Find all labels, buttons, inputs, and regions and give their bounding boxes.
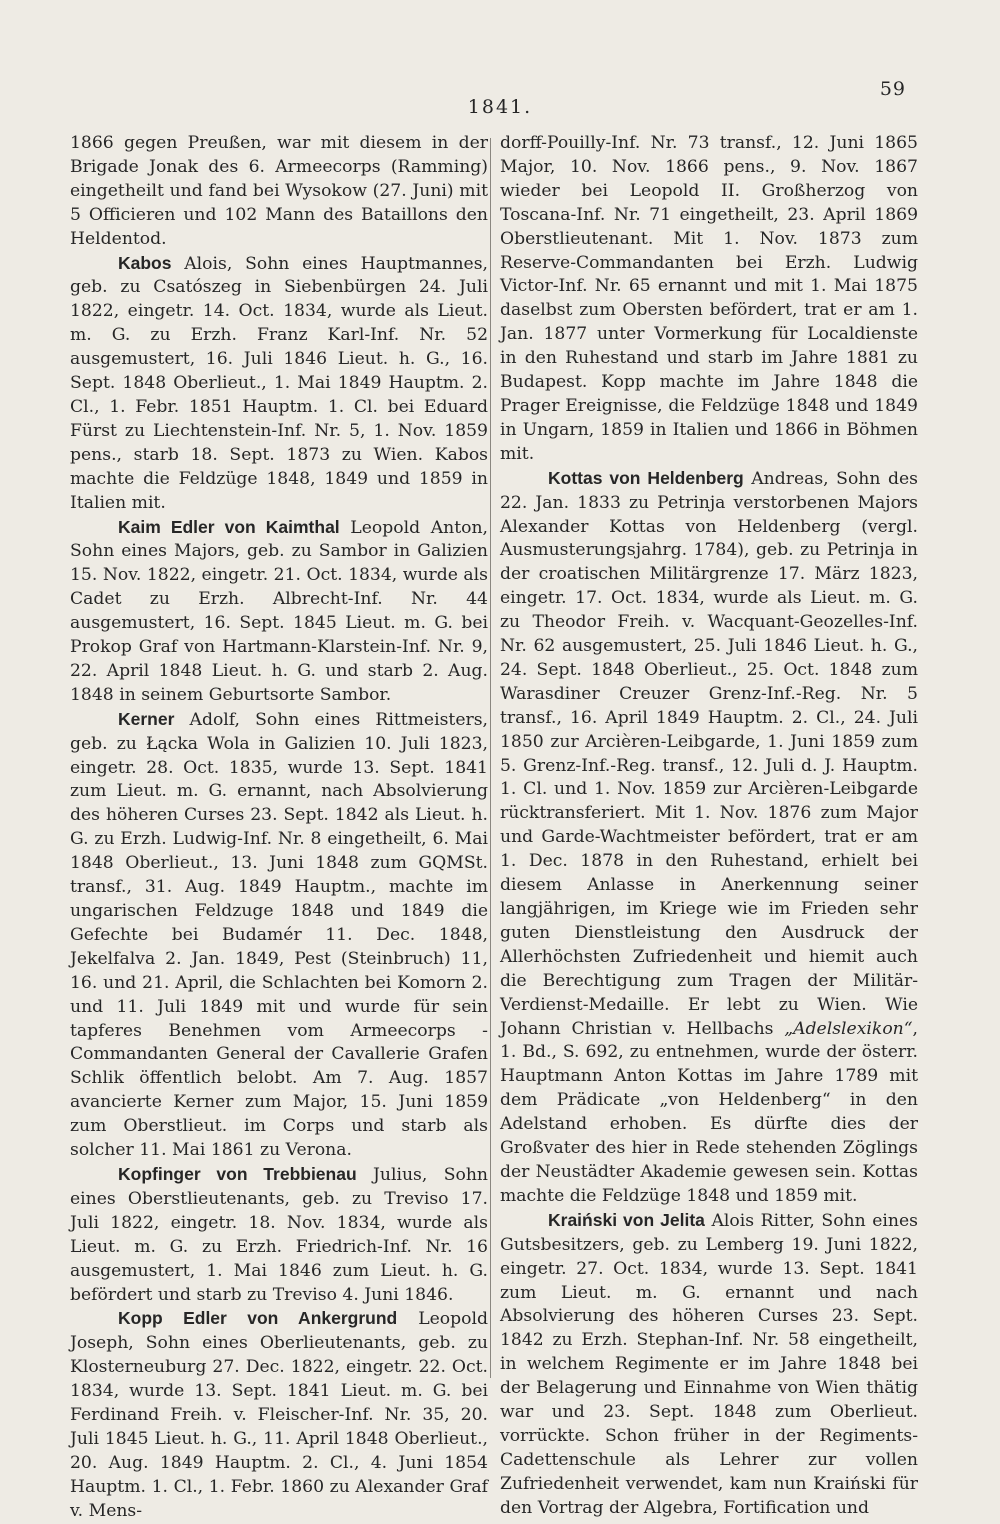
entry-name: Kerner: [118, 708, 175, 729]
entry-text: Adolf, Sohn eines Rittmeisters, geb. zu Łącka Wola in Galizien 10. Juli 1823, eingetr. 28. Oct. 1835, wurde 13. Sept. 1841 zum Lieut. m. G. ernannt, nach Absolvierung des höheren Curses 23. Sept. 1842 als Lieut. h. G. zu Erzh. Ludwig-Inf. Nr. 8 eingetheilt, 6. Mai 1848 Oberlieut., 13. Juni 1848 zum GQMSt. transf., 31. Aug. 1849 Hauptm., machte im ungarischen Feldzuge 1848 und 1849 die Gefechte bei Budamér 11. Dec. 1848, Jekelfalva 2. Jan. 1849, Pest (Steinbruch) 11, 16. und 21. April, die Schlachten bei Komorn 2. und 11. Juli 1849 mit und wurde für sein tapferes Benehmen vom Armeecorps - Commandanten General der Cavallerie Grafen Schlik öffentlich belobt. Am 7. Aug. 1857 avancierte Kerner zum Major, 15. Juni 1859 zum Oberstlieut. im Corps und starb als solcher 11. Mai 1861 zu Verona.: [70, 709, 488, 1161]
entry-name: Kaim Edler von Kaimthal: [118, 516, 340, 537]
entry-text: Leopold Joseph, Sohn eines Oberlieutenants, geb. zu Klosterneuburg 27. Dec. 1822, eingetr. 22. Oct. 1834, wurde 13. Sept. 1841 Lieut. m. G. bei Ferdinand Freih. v. Fleischer-Inf. Nr. 35, 20. Juli 1845 Lieut. h. G., 11. April 1848 Oberlieut., 20. Aug. 1849 Hauptm. 2. Cl., 4. Juni 1854 Hauptm. 1. Cl., 1. Febr. 1860 zu Alexander Graf v. Mens-: [70, 1309, 488, 1521]
entry-text: Alois Ritter, Sohn eines Gutsbesitzers, geb. zu Lemberg 19. Juni 1822, eingetr. 27. Oct. 1834, wurde 13. Sept. 1841 zum Lieut. m. G. ernannt und nach Absolvierung des höheren Curses 23. Sept. 1842 zu Erzh. Stephan-Inf. Nr. 58 eingetheilt, in welchem Regimente er im Jahre 1848 bei der Belagerung und Einnahme von Wien thätig war und 23. Sept. 1848 zum Oberlieut. vorrückte. Schon früher in der Regiments-Cadettenschule als Lehrer zur vollen Zufriedenheit verwendet, kam nun Kraiński für den Vortrag der Algebra, Fortification und: [500, 1210, 918, 1518]
entry-name: Kabos: [118, 252, 172, 273]
continued-paragraph: 1866 gegen Preußen, war mit diesem in der Brigade Jonak des 6. Armeecorps (Ramming) eingetheilt und fand bei Wysokow (27. Juni) mit 5 Officieren und 102 Mann des Bataillons den Heldentod.: [70, 133, 488, 249]
entry-kabos: [70, 252, 488, 516]
entry-krainski: [500, 1209, 918, 1521]
page-number: 59: [879, 78, 906, 100]
entry-kerner: [70, 708, 488, 1163]
entry-name: Kraiński von Jelita: [548, 1209, 705, 1230]
left-column: [70, 132, 488, 1524]
right-column: [500, 132, 918, 1521]
column-divider: [490, 138, 491, 1378]
entry-kottas: [500, 467, 918, 1209]
entry-text: Andreas, Sohn des 22. Jan. 1833 zu Petrinja verstorbenen Majors Alexander Kottas von Heldenberg (vergl. Ausmusterungsjahrg. 1784), geb. zu Petrinja in der croatischen Militärgrenze 17. März 1823, eingetr. 17. Oct. 1834, wurde als Lieut. m. G. zu Theodor Freih. v. Wacquant-Geozelles-Inf. Nr. 62 ausgemustert, 25. Juli 1846 Lieut. h. G., 24. Sept. 1848 Oberlieut., 25. Oct. 1848 zum Warasdiner Creuzer Grenz-Inf.-Reg. Nr. 5 transf., 16. April 1849 Hauptm. 2. Cl., 24. Juli 1850 zur Arcièren-Leibgarde, 1. Juni 1859 zum 5. Grenz-Inf.-Reg. transf., 12. Juli d. J. Hauptm. 1. Cl. und 1. Nov. 1859 zur Arcièren-Leibgarde rücktransferiert. Mit 1. Nov. 1876 zum Major und Garde-Wachtmeister befördert, trat er am 1. Dec. 1878 in den Ruhestand, erhielt bei diesem Anlasse in Anerkennung seiner langjährigen, im Kriege wie im Frieden sehr guten Dienstleistung den Ausdruck der Allerhöchsten Zufriedenheit und hiemit auch die Berechtigung zum Tragen der Militär-Verdienst-Medaille. Er lebt zu Wien. Wie Johann Christian v. Hellbachs: [500, 468, 918, 1039]
entry-text: Julius, Sohn eines Oberstlieutenants, geb. zu Treviso 17. Juli 1822, eingetr. 18. Nov. 1834, wurde als Lieut. m. G. zu Erzh. Friedrich-Inf. Nr. 16 ausgemustert, 1. Mai 1846 zum Lieut. h. G. befördert und starb zu Treviso 4. Juni 1846.: [70, 1164, 488, 1305]
entry-name: Kottas von Heldenberg: [548, 467, 744, 488]
entry-kaim: [70, 516, 488, 708]
entry-name: Kopfinger von Trebbienau: [118, 1163, 357, 1184]
entry-text: Leopold Anton, Sohn eines Majors, geb. zu Sambor in Galizien 15. Nov. 1822, eingetr. 21. Oct. 1834, wurde als Cadet zu Erzh. Albrecht-Inf. Nr. 44 ausgemustert, 16. Sept. 1845 Lieut. m. G. bei Prokop Graf von Hartmann-Klarstein-Inf. Nr. 9, 22. April 1848 Lieut. h. G. und starb 2. Aug. 1848 in seinem Geburtsorte Sambor.: [70, 517, 488, 705]
entry-name: Kopp Edler von Ankergrund: [118, 1308, 398, 1329]
running-header-year: 1841.: [467, 96, 533, 118]
entry-text: Alois, Sohn eines Hauptmannes, geb. zu Csatószeg in Siebenbürgen 24. Juli 1822, eingetr. 14. Oct. 1834, wurde als Lieut. m. G. zu Erzh. Franz Karl-Inf. Nr. 52 ausgemustert, 16. Juli 1846 Lieut. h. G., 16. Sept. 1848 Oberlieut., 1. Mai 1849 Hauptm. 2. Cl., 1. Febr. 1851 Hauptm. 1. Cl. bei Eduard Fürst zu Liechtenstein-Inf. Nr. 5, 1. Nov. 1859 pens., starb 18. Sept. 1873 zu Wien. Kabos machte die Feldzüge 1848, 1849 und 1859 in Italien mit.: [70, 253, 488, 513]
entry-kopfinger: [70, 1163, 488, 1307]
entry-text: , 1. Bd., S. 692, zu entnehmen, wurde der österr. Hauptmann Anton Kottas im Jahre 1789 mit dem Prädicate „von Heldenberg“ in den Adelstand erhoben. Es dürfte dies der Großvater des hier in Rede stehenden Zöglings der Neustädter Akademie gewesen sein. Kottas machte die Feldzüge 1848 und 1859 mit.: [500, 1018, 918, 1206]
book-title: „Adelslexikon“: [784, 1018, 913, 1039]
entry-kopp: [70, 1307, 488, 1523]
continued-paragraph: dorff-Pouilly-Inf. Nr. 73 transf., 12. Juni 1865 Major, 10. Nov. 1866 pens., 9. Nov. 1867 wieder bei Leopold II. Großherzog von Toscana-Inf. Nr. 71 eingetheilt, 23. April 1869 Oberstlieutenant. Mit 1. Nov. 1873 zum Reserve-Commandanten bei Erzh. Ludwig Victor-Inf. Nr. 65 ernannt und mit 1. Mai 1875 daselbst zum Obersten befördert, trat er am 1. Jan. 1877 unter Vormerkung für Localdienste in den Ruhestand und starb im Jahre 1881 zu Budapest. Kopp machte im Jahre 1848 die Prager Ereignisse, die Feldzüge 1848 und 1849 in Ungarn, 1859 in Italien und 1866 in Böhmen mit.: [500, 133, 918, 464]
